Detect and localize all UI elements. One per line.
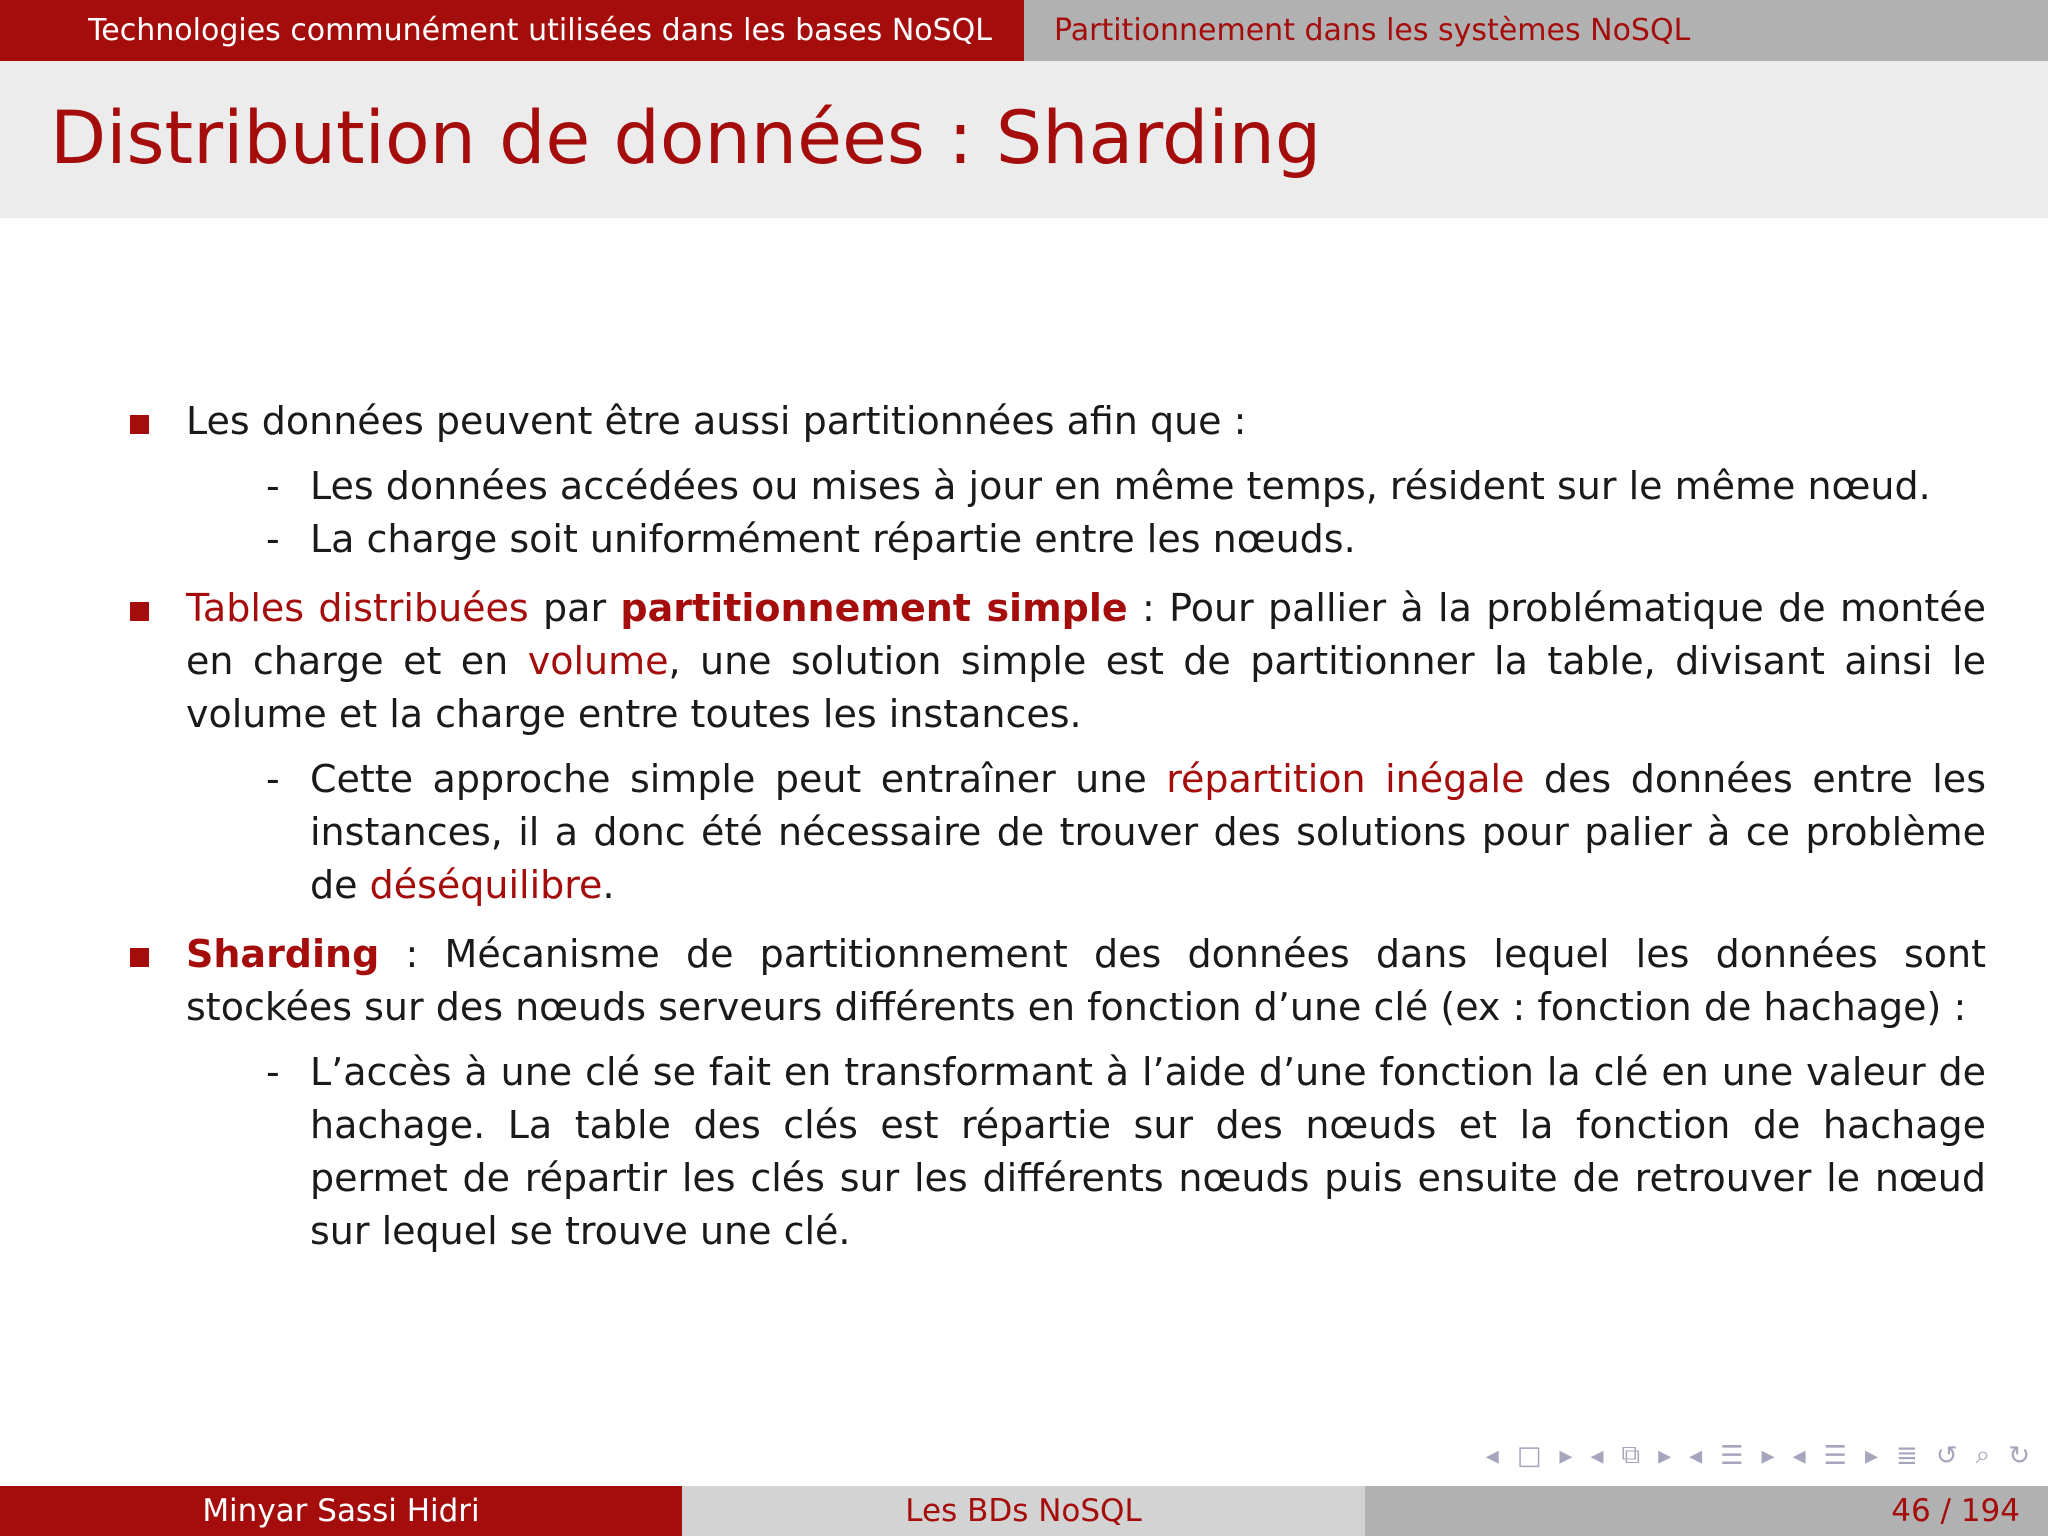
bullet-2-text-a: : Pour pallier à la problématique de montée en charge et en (186, 586, 1986, 683)
term-repartition-inegale: répartition inégale (1166, 757, 1525, 801)
nav-section-next-icon[interactable]: ▸ (1761, 1440, 1775, 1471)
bullet-3-text: : Mécanisme de partitionnement des données dans lequel les données sont stockées sur des nœuds serveurs différents en fonction d’une clé (ex : fonction de hachage) : (186, 932, 1986, 1029)
nav-subsection-icon[interactable]: ⧉ (1621, 1440, 1641, 1470)
dash-marker: - (266, 1050, 280, 1094)
sub-item-text: Les données accédées ou mises à jour en même temps, résident sur le même nœud. (310, 464, 1931, 508)
term-desequilibre: déséquilibre (369, 863, 603, 907)
header-bar (0, 0, 2048, 61)
sub-item-text-b: des données entre les instances, il a donc été nécessaire de trouver des solutions pour palier à ce problème de (310, 757, 1986, 907)
bullet-2-text-b: , une solution simple est de partitionner la table, divisant ainsi le volume et la charge entre toutes les instances. (186, 639, 1986, 736)
beamer-navigation (1486, 1440, 2030, 1471)
bullet-square-icon (130, 602, 149, 621)
sub-list-3 (186, 1046, 1986, 1258)
sub-list-1 (186, 460, 1986, 566)
header-subsection[interactable]: Partitionnement dans les systèmes NoSQL (1024, 0, 2048, 61)
footer-course: Les BDs NoSQL (682, 1486, 1365, 1536)
term-tables-distribuees: Tables distribuées (186, 586, 529, 630)
bullet-square-icon (130, 948, 149, 967)
sub-list-2 (186, 753, 1986, 912)
term-volume: volume (527, 639, 669, 683)
nav-forward-icon[interactable]: ↻ (2008, 1440, 2030, 1471)
dash-marker: - (266, 517, 280, 561)
nav-back-icon[interactable]: ↺ (1935, 1440, 1958, 1471)
nav-search-icon[interactable]: ⌕ (1975, 1440, 1991, 1470)
bullet-1-text: Les données peuvent être aussi partitionnées afin que : (186, 399, 1247, 443)
nav-frame-prev-icon[interactable]: ◂ (1485, 1440, 1499, 1471)
nav-doc-next-icon[interactable]: ▸ (1864, 1440, 1879, 1471)
sub-item (186, 753, 1986, 912)
term-sharding: Sharding (186, 932, 380, 976)
footer-author: Minyar Sassi Hidri (0, 1486, 682, 1536)
sub-item-text-c: . (602, 863, 615, 907)
bullet-3 (128, 928, 1986, 1258)
footer-bar (0, 1486, 2048, 1536)
nav-align-icon[interactable]: ≣ (1896, 1440, 1918, 1471)
nav-doc-icon[interactable]: ☰ (1823, 1440, 1847, 1471)
header-section[interactable]: Technologies communément utilisées dans les bases NoSQL (0, 0, 1024, 61)
title-bar (0, 61, 2048, 218)
nav-frame-icon[interactable]: □ (1516, 1440, 1542, 1471)
sub-item-text: La charge soit uniformément répartie entre les nœuds. (310, 517, 1356, 561)
bullet-2 (128, 582, 1986, 912)
bullet-1 (128, 395, 1986, 566)
term-partitionnement-simple: partitionnement simple (620, 586, 1128, 630)
slide-content (128, 395, 1986, 1274)
nav-section-icon[interactable]: ☰ (1720, 1440, 1744, 1471)
nav-section-prev-icon[interactable]: ◂ (1689, 1440, 1703, 1471)
sub-item (186, 513, 1986, 566)
dash-marker: - (266, 464, 280, 508)
nav-frame-next-icon[interactable]: ▸ (1559, 1440, 1573, 1471)
nav-subsection-next-icon[interactable]: ▸ (1658, 1440, 1672, 1471)
dash-marker: - (266, 757, 280, 801)
sub-item (186, 460, 1986, 513)
nav-doc-prev-icon[interactable]: ◂ (1792, 1440, 1806, 1471)
bullet-2-par: par (528, 586, 621, 630)
sub-item-text: L’accès à une clé se fait en transformant à l’aide d’une fonction la clé en une valeur de hachage. La table des clés est répartie sur des nœuds et la fonction de hachage permet de répartir les clés sur les différents nœuds puis ensuite de retrouver le nœud sur lequel se trouve une clé. (310, 1050, 1986, 1253)
nav-subsection-prev-icon[interactable]: ◂ (1590, 1440, 1604, 1471)
bullet-square-icon (130, 415, 149, 434)
sub-item (186, 1046, 1986, 1258)
slide-title: Distribution de données : Sharding (50, 95, 1322, 181)
sub-item-text-a: Cette approche simple peut entraîner une (310, 757, 1167, 801)
footer-page-number: 46 / 194 (1365, 1486, 2048, 1536)
